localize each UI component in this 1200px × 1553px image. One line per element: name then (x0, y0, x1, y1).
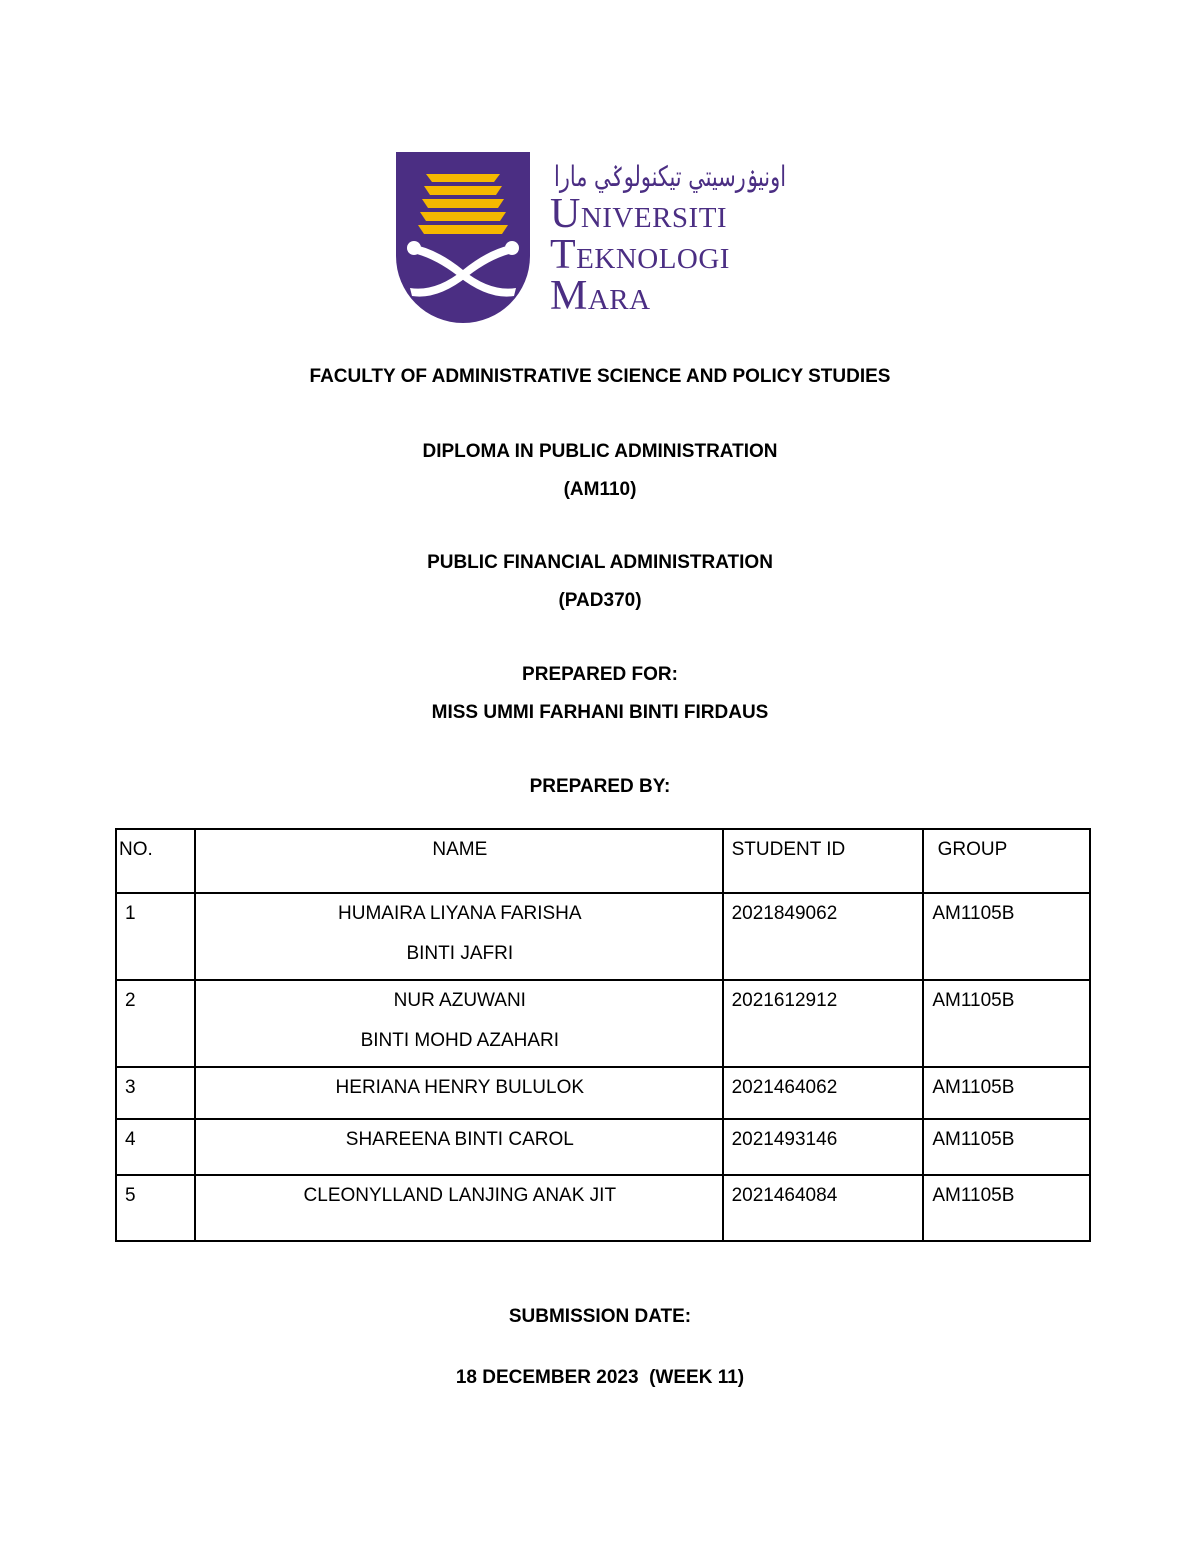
cell-name-line: NUR AZUWANI (393, 990, 526, 1011)
wordmark-line-2: Teknologi (550, 232, 730, 278)
cell-name (195, 980, 723, 1067)
program-name: DIPLOMA IN PUBLIC ADMINISTRATION (422, 441, 778, 462)
cell-name-line: CLEONYLLAND LANJING ANAK JIT (303, 1185, 617, 1206)
university-wordmark (550, 191, 730, 319)
cell-name-line: HUMAIRA LIYANA FARISHA (338, 903, 582, 924)
header-student-id: STUDENT ID (723, 829, 924, 893)
course-name: PUBLIC FINANCIAL ADMINISTRATION (427, 552, 773, 573)
cell-group: AM1105B (923, 1067, 1090, 1119)
cell-no: 5 (116, 1175, 195, 1241)
cell-student-id: 2021493146 (723, 1119, 924, 1175)
cell-group: AM1105B (923, 1175, 1090, 1241)
cell-group: AM1105B (923, 980, 1090, 1067)
table-row (116, 893, 1090, 980)
header-no: NO. (116, 829, 195, 893)
table-row (116, 1119, 1090, 1175)
cell-group: AM1105B (923, 1119, 1090, 1175)
cell-name-line: SHAREENA BINTI CAROL (345, 1129, 574, 1150)
student-table (115, 828, 1091, 1242)
cell-name-line: BINTI JAFRI (406, 943, 514, 964)
cell-student-id: 2021849062 (723, 893, 924, 980)
cell-student-id: 2021464062 (723, 1067, 924, 1119)
jawi-text: اونيۏرسيتي تيكنولوݢي مارا (554, 160, 786, 193)
cell-student-id: 2021464084 (723, 1175, 924, 1241)
prepared-for-label: PREPARED FOR: (522, 664, 678, 685)
table-row (116, 1175, 1090, 1241)
cell-name (195, 1119, 723, 1175)
wordmark-line-1: Universiti (550, 191, 728, 237)
cell-name (195, 1067, 723, 1119)
table-row (116, 980, 1090, 1067)
cell-student-id: 2021612912 (723, 980, 924, 1067)
cell-name (195, 1175, 723, 1241)
header-name: NAME (195, 829, 723, 893)
cell-no: 3 (116, 1067, 195, 1119)
prepared-by-label: PREPARED BY: (529, 776, 671, 797)
course-code: (PAD370) (558, 590, 642, 611)
cell-name (195, 893, 723, 980)
cell-group: AM1105B (923, 893, 1090, 980)
university-logo (396, 150, 796, 325)
prepared-for-name: MISS UMMI FARHANI BINTI FIRDAUS (431, 702, 769, 723)
uitm-shield-icon (396, 152, 530, 324)
table-row (116, 1067, 1090, 1119)
cell-no: 4 (116, 1119, 195, 1175)
header-group: GROUP (923, 829, 1090, 893)
submission-date-value: 18 DECEMBER 2023 (WEEK 11) (455, 1367, 745, 1388)
cell-no: 2 (116, 980, 195, 1067)
cell-name-line: HERIANA HENRY BULULOK (335, 1077, 585, 1098)
cell-name-line: BINTI MOHD AZAHARI (360, 1030, 560, 1051)
table-header-row (116, 829, 1090, 893)
cell-no: 1 (116, 893, 195, 980)
submission-date-label: SUBMISSION DATE: (508, 1306, 692, 1327)
faculty-title: FACULTY OF ADMINISTRATIVE SCIENCE AND POLICY STUDIES (309, 366, 891, 387)
wordmark-line-3: Mara (550, 273, 651, 319)
program-code: (AM110) (563, 479, 637, 500)
